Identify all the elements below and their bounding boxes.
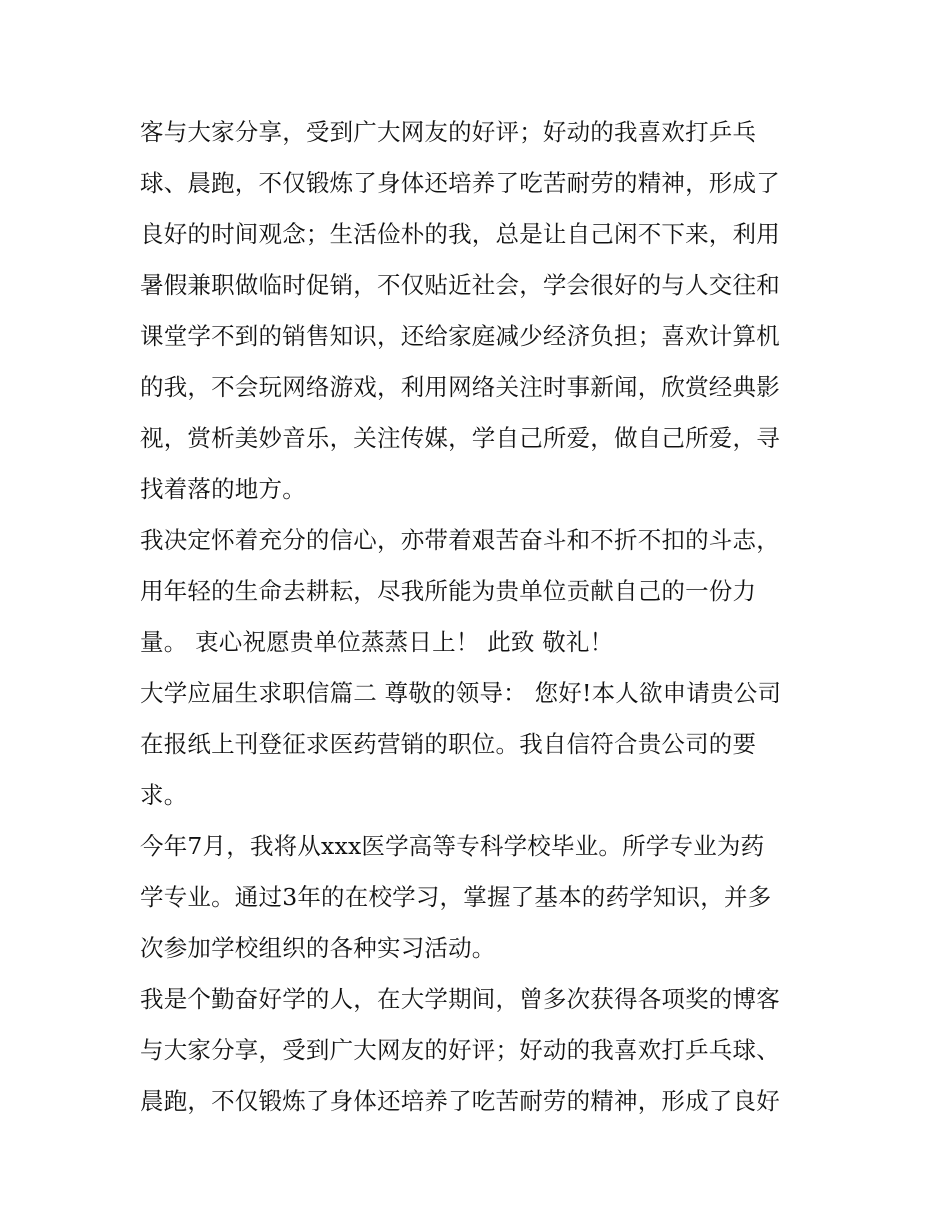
text-line: 课堂学不到的销售知识，还给家庭减少经济负担；喜欢计算机	[140, 322, 780, 350]
text-line: 学专业。通过3年的在校学习，掌握了基本的药学知识，并多	[140, 883, 772, 911]
text-line: 次参加学校组织的各种实习活动。	[140, 934, 496, 962]
text-line: 在报纸上刊登征求医药营销的职位。我自信符合贵公司的要	[140, 730, 757, 758]
text-line: 的我，不会玩网络游戏，利用网络关注时事新闻，欣赏经典影	[140, 373, 780, 401]
text-line: 找着落的地方。	[140, 475, 306, 503]
text-line: 用年轻的生命去耕耘，尽我所能为贵单位贡献自己的一份力	[140, 577, 757, 605]
document-body	[140, 107, 820, 1127]
text-line: 晨跑，不仅锻炼了身体还培养了吃苦耐劳的精神，形成了良好	[140, 1087, 780, 1115]
text-line: 我是个勤奋好学的人，在大学期间，曾多次获得各项奖的博客	[140, 985, 780, 1013]
text-line: 量。 衷心祝愿贵单位蒸蒸日上！ 此致 敬礼！	[140, 628, 614, 656]
text-line: 求。	[140, 781, 188, 809]
text-line: 今年7月，我将从xxx医学高等专科学校毕业。所学专业为药	[140, 832, 765, 860]
text-line: 视，赏析美妙音乐，关注传媒，学自己所爱，做自己所爱，寻	[140, 424, 780, 452]
text-line: 大学应届生求职信篇二 尊敬的领导： 您好!本人欲申请贵公司	[140, 679, 782, 707]
text-line: 客与大家分享，受到广大网友的好评；好动的我喜欢打乒乓	[140, 118, 757, 146]
text-line: 与大家分享，受到广大网友的好评；好动的我喜欢打乒乓球、	[140, 1036, 780, 1064]
text-line: 良好的时间观念；生活俭朴的我，总是让自己闲不下来，利用	[140, 220, 780, 248]
text-line: 暑假兼职做临时促销，不仅贴近社会，学会很好的与人交往和	[140, 271, 780, 299]
text-line: 球、晨跑，不仅锻炼了身体还培养了吃苦耐劳的精神，形成了	[140, 169, 780, 197]
text-line: 我决定怀着充分的信心，亦带着艰苦奋斗和不折不扣的斗志，	[140, 526, 780, 554]
